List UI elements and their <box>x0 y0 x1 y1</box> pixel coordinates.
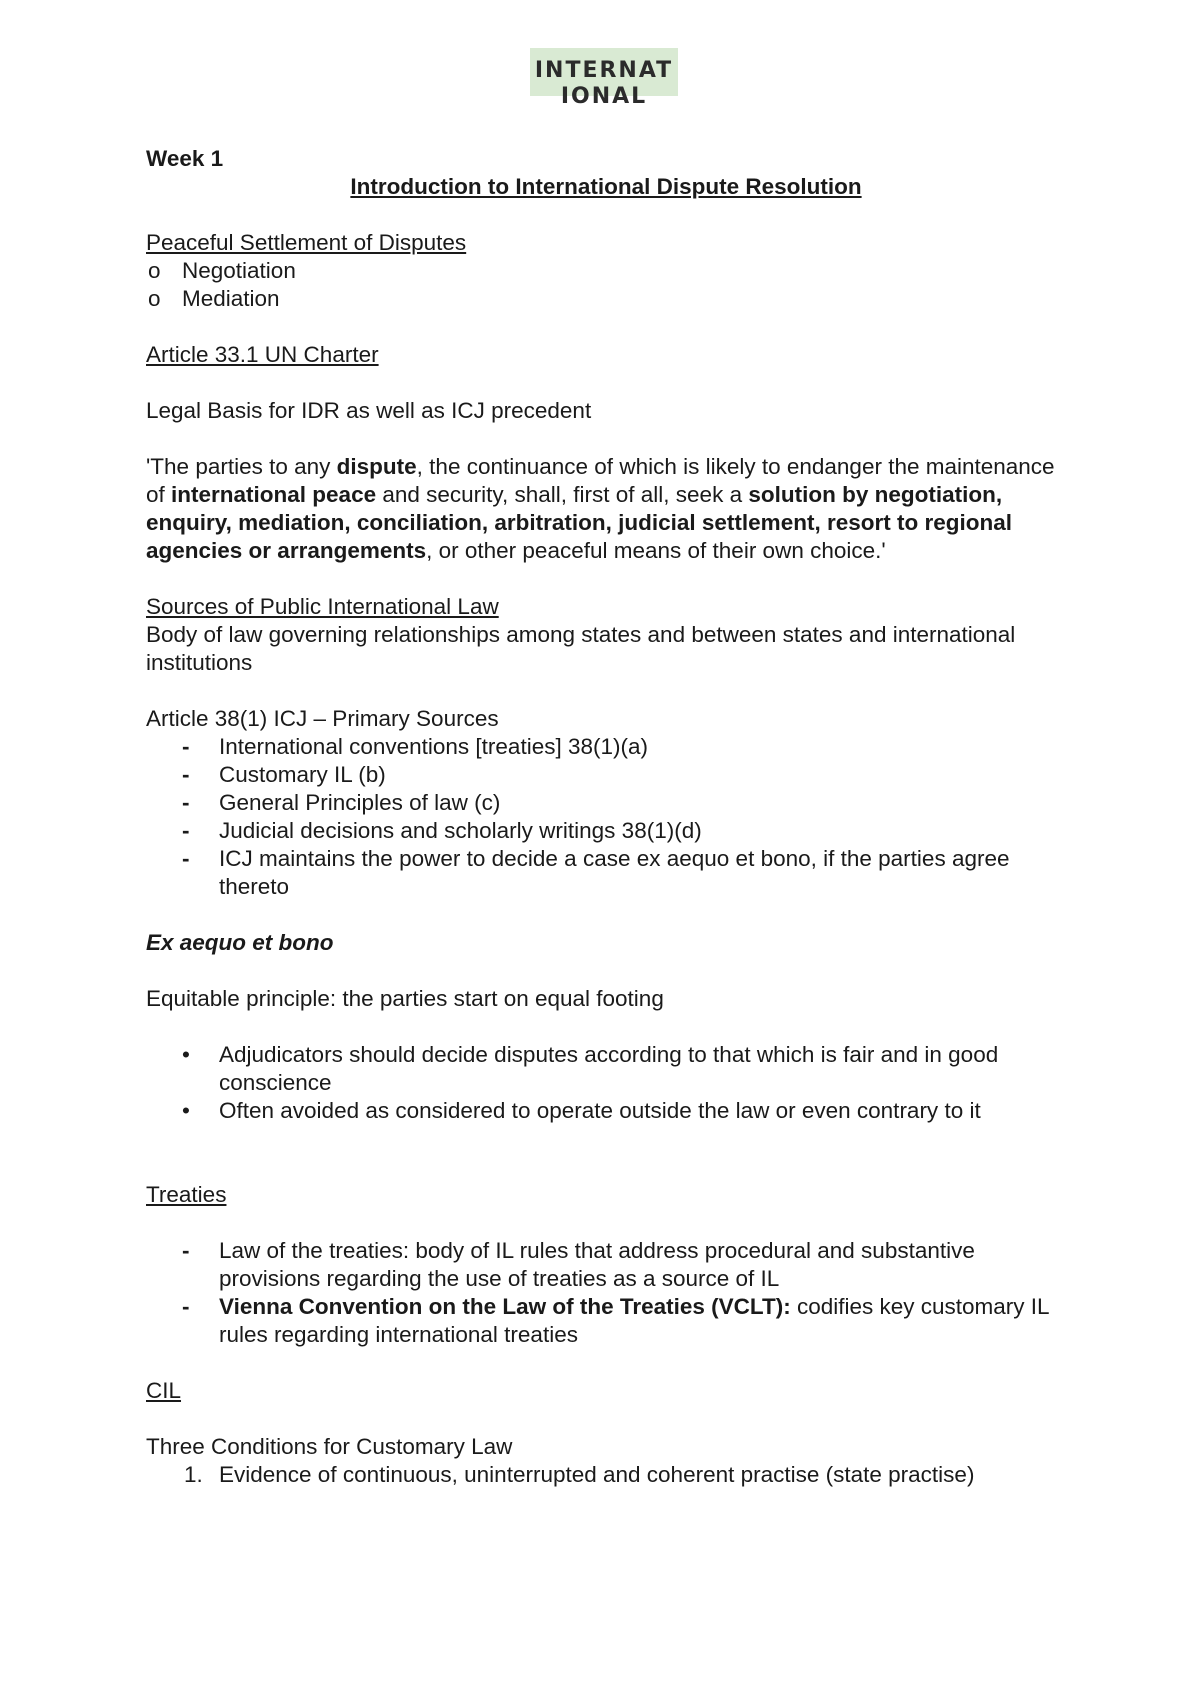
bullet-icon: • <box>182 1042 190 1067</box>
dash-bullet-icon: - <box>182 818 190 843</box>
dash-bullet-icon: - <box>182 1238 190 1263</box>
section-heading-ex-aequo: Ex aequo et bono <box>146 930 334 955</box>
dash-bullet-icon: - <box>182 734 190 759</box>
list-item: o Mediation <box>148 286 280 311</box>
dash-bullet-icon: - <box>182 846 190 871</box>
list-item: 1. Evidence of continuous, uninterrupted and coherent practise (state practise) <box>184 1462 975 1487</box>
list-item: o Negotiation <box>148 258 296 283</box>
dash-bullet-icon: - <box>182 790 190 815</box>
section-heading-treaties: Treaties <box>146 1182 227 1207</box>
header-tag <box>530 48 678 109</box>
dash-bullet-icon: - <box>182 762 190 787</box>
article38-heading: Article 38(1) ICJ – Primary Sources <box>146 706 499 731</box>
dash-bullet-icon: - <box>182 1294 190 1319</box>
list-item: - General Principles of law (c) <box>182 790 501 815</box>
list-item: • Often avoided as considered to operate outside the law or even contrary to it <box>182 1098 981 1123</box>
cil-conditions-list <box>146 1461 1066 1489</box>
circle-bullet-icon: o <box>148 258 161 283</box>
section-heading-cil: CIL <box>146 1378 182 1403</box>
section-heading-sources: Sources of Public International Law <box>146 594 499 619</box>
peaceful-list <box>146 257 1066 313</box>
article33-quote: 'The parties to any dispute, the continuance of which is likely to endanger the maintenance of international peace and security, shall, first of all, seek a solution by negotiation, enquiry, mediation, conciliation, arbitration, judicial settlement, resort to regional agencies or arrangements, or other peaceful means of their own choice.' <box>146 454 1055 563</box>
ex-aequo-list <box>146 1041 1066 1125</box>
header-tag-text: INTERNATIONAL <box>534 58 674 109</box>
sources-definition: Body of law governing relationships among states and between states and international institutions <box>146 622 1016 675</box>
cil-conditions-heading: Three Conditions for Customary Law <box>146 1434 513 1459</box>
week-label: Week 1 <box>146 146 224 171</box>
section-heading-peaceful: Peaceful Settlement of Disputes <box>146 230 467 255</box>
list-item: • Adjudicators should decide disputes according to that which is fair and in good conscience <box>182 1042 999 1095</box>
ex-aequo-definition: Equitable principle: the parties start on equal footing <box>146 986 664 1011</box>
list-item: - ICJ maintains the power to decide a case ex aequo et bono, if the parties agree thereto <box>182 846 1010 899</box>
page-title: Introduction to International Dispute Resolution <box>350 174 862 199</box>
bullet-icon: • <box>182 1098 190 1123</box>
section-heading-article33: Article 33.1 UN Charter <box>146 342 379 367</box>
legal-basis-text: Legal Basis for IDR as well as ICJ precedent <box>146 398 592 423</box>
list-item: - Law of the treaties: body of IL rules that address procedural and substantive provisions regarding the use of treaties as a source of IL <box>182 1238 975 1291</box>
list-item: - Customary IL (b) <box>182 762 386 787</box>
article38-list <box>146 733 1066 901</box>
list-item: - Judicial decisions and scholarly writings 38(1)(d) <box>182 818 702 843</box>
document-body <box>146 145 1066 1489</box>
list-item: - Vienna Convention on the Law of the Treaties (VCLT): codifies key customary IL rules regarding international treaties <box>182 1294 1049 1347</box>
list-number: 1. <box>184 1462 203 1487</box>
circle-bullet-icon: o <box>148 286 161 311</box>
treaties-list <box>146 1237 1066 1349</box>
list-item: - International conventions [treaties] 38(1)(a) <box>182 734 648 759</box>
